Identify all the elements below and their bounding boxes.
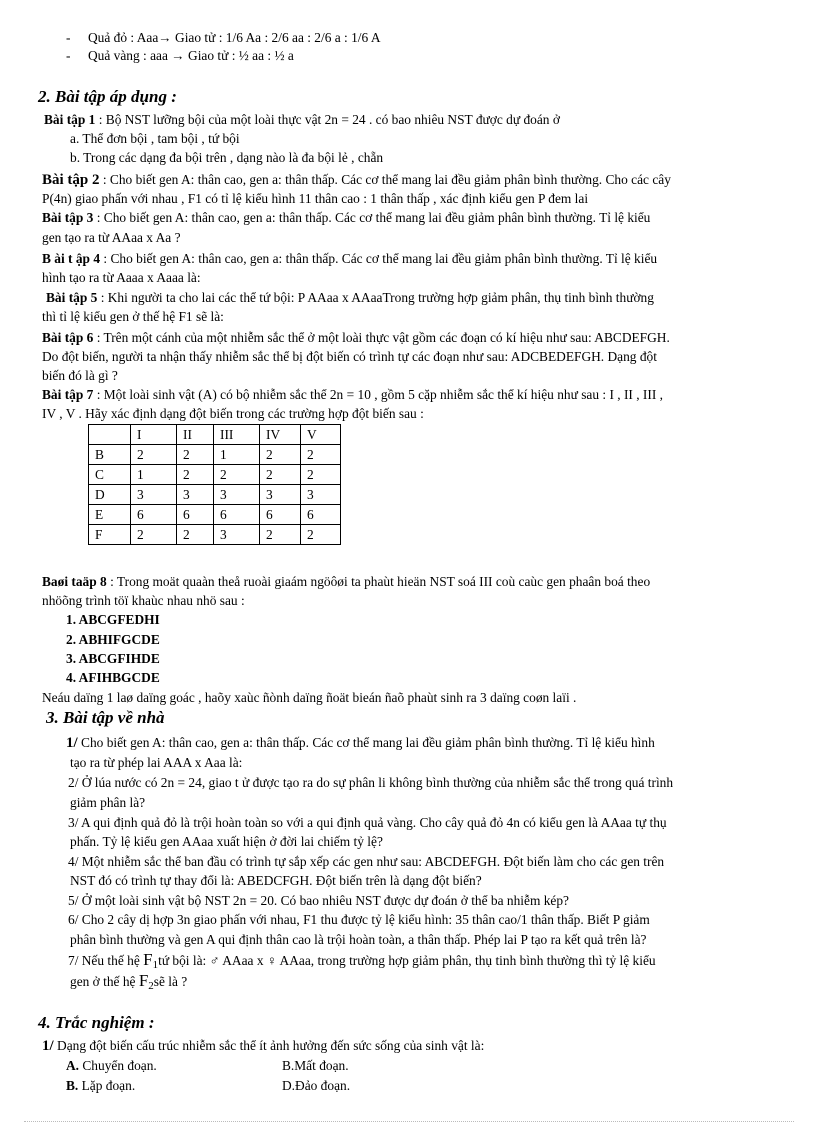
homework-2-line2: giảm phân là? (70, 795, 146, 810)
table-cell: 6 (301, 505, 341, 525)
table-row (89, 445, 341, 465)
table-cell: 6 (131, 505, 177, 525)
table-cell: 2 (177, 465, 214, 485)
table-cell: 3 (214, 525, 260, 545)
text: : Bộ NST lưỡng bội của một loài thực vật 2n = 24 . có bao nhiêu NST được dự đoán ở (95, 112, 560, 127)
table-cell: 1 (131, 465, 177, 485)
table-cell: B (89, 445, 131, 465)
table-cell: 2 (260, 445, 301, 465)
text: gen ở thế hệ (70, 974, 139, 989)
exercise-4 (42, 250, 657, 267)
table-cell: 3 (131, 485, 177, 505)
label: B. (66, 1078, 79, 1093)
text: Dạng đột biến cấu trúc nhiễm sắc thể ít ảnh hưởng đến sức sống của sinh vật là: (53, 1038, 485, 1053)
subscript: 2 (148, 980, 154, 992)
table-cell: 3 (177, 485, 214, 505)
label: B ài t ập 4 (42, 251, 101, 266)
header-cell: V (301, 425, 341, 445)
homework-1-line2: tạo ra từ phép lai AAA x Aaa là: (70, 755, 243, 770)
table-cell: 6 (214, 505, 260, 525)
homework-3-line2: phấn. Tỷ lệ kiểu gen AAaa xuất hiện ở đời lai chiếm tỷ lệ? (70, 834, 383, 849)
table-cell: 3 (260, 485, 301, 505)
homework-3: 3/ A qui định quả đỏ là trội hoàn toàn so với a qui định quả vàng. Cho cây quả đỏ 4n có kiểu gen là AAaa tự thụ (68, 815, 667, 830)
exercise-1 (44, 111, 560, 128)
table-row (89, 485, 341, 505)
f-symbol: F (138, 971, 149, 990)
text: : Cho biết gen A: thân cao, gen a: thân thấp. Các cơ thể mang lai đều giảm phân bình thường. Cho các cây (99, 172, 671, 187)
label: Bài tập 1 (44, 112, 96, 127)
table-cell: 6 (260, 505, 301, 525)
homework-7-line2 (70, 972, 187, 992)
f-symbol: F (143, 950, 153, 969)
text: : Khi người ta cho lai các thể tứ bội: P AAaa x AAaaTrong trường hợp giảm phân, thụ tinh bình thường (97, 290, 654, 305)
table-row (89, 465, 341, 485)
subscript: 1 (152, 959, 159, 971)
bullet-line: - Quả đỏ : Aaa→ Giao tử : 1/6 Aa : 2/6 aa : 2/6 a : 1/6 A (66, 30, 381, 45)
homework-6-line2: phân bình thường và gen A qui định thân cao là trội hoàn toàn, a thân thấp. Phép lai P tạo ra kết quả trên là? (70, 932, 647, 947)
homework-6: 6/ Cho 2 cây dị hợp 3n giao phấn với nhau, F1 thu được tỷ lệ kiểu hình: 35 thân cao/1 thân thấp. Biết P giảm (68, 912, 650, 927)
text: sẽ là ? (153, 974, 188, 989)
exercise-8-line2: nhöõng trình töï khaùc nhau nhö sau : (42, 593, 245, 608)
section-heading: 3. Bài tập về nhà (46, 708, 165, 727)
text: : Cho biết gen A: thân cao, gen a: thân thấp. Các cơ thể mang lai đều giảm phân bình thường. Tỉ lệ kiểu (100, 251, 658, 266)
header-cell (89, 425, 131, 445)
homework-7 (68, 951, 656, 971)
page-bottom-border (24, 1121, 794, 1122)
list-item: 4. AFIHBGCDE (66, 670, 160, 685)
table-cell: 6 (177, 505, 214, 525)
exercise-8-question: Neáu daïng 1 laø daïng goác , haõy xaùc ñònh daïng ñoät bieán ñaõ phaùt sinh ra 3 daïng coøn laïi . (42, 690, 577, 705)
exercise-6-line2: Do đột biến, người ta nhận thấy nhiễm sắc thể bị đột biến có trình tự các đoạn như sau: ADCBEDEFGH. Dạng đột (42, 349, 657, 364)
homework-1 (66, 734, 655, 752)
section-heading: 4. Trắc nghiệm : (38, 1013, 155, 1032)
label: Bài tập 6 (42, 330, 94, 345)
text: : Cho biết gen A: thân cao, gen a: thân thấp. Các cơ thể mang lai đều giảm phân bình thường. Tỉ lệ kiểu (93, 210, 651, 225)
option-c (66, 1077, 135, 1094)
table-cell: 2 (260, 465, 301, 485)
exercise-8 (42, 573, 650, 590)
table-cell: 2 (131, 445, 177, 465)
homework-4: 4/ Một nhiễm sắc thể ban đầu có trình tự sắp xếp các gen như sau: ABCDEFGH. Đột biến làm cho các gen trên (68, 854, 665, 869)
table-cell: 2 (177, 445, 214, 465)
label: Bài tập 5 (46, 290, 98, 305)
number: 1/ (66, 735, 78, 751)
table-cell: C (89, 465, 131, 485)
exercise-6-line3: biến đó là gì ? (42, 368, 118, 383)
label: Baøi taäp 8 (42, 574, 107, 589)
option-a (66, 1057, 157, 1074)
table-cell: E (89, 505, 131, 525)
option-d: D.Đảo đoạn. (282, 1078, 351, 1093)
header-cell: II (177, 425, 214, 445)
exercise-1b: b. Trong các dạng đa bội trên , dạng nào là đa bội lẻ , chẵn (70, 150, 384, 165)
text: Cho biết gen A: thân cao, gen a: thân thấp. Các cơ thể mang lai đều giảm phân bình thường. Tỉ lệ kiểu hình (77, 735, 655, 750)
exercise-6 (42, 329, 670, 346)
table-cell: D (89, 485, 131, 505)
table-header-row (89, 425, 341, 445)
table-cell: 2 (260, 525, 301, 545)
text: : Một loài sinh vật (A) có bộ nhiễm sắc thể 2n = 10 , gồm 5 cặp nhiễm sắc thể kí hiệu như sau : I , II , III , (93, 387, 663, 402)
text: : Trong moät quaàn theå ruoài giaám ngöôøi ta phaùt hieän NST soá III coù caùc gen phaân boá theo (106, 574, 651, 589)
exercise-2-line2: P(4n) giao phấn với nhau , F1 có tỉ lệ kiểu hình 11 thân cao : 1 thân thấp , xác định kiểu gen P đem lai (42, 191, 589, 206)
number: 1/ (42, 1038, 54, 1054)
table-row (89, 525, 341, 545)
exercise-3 (42, 209, 650, 226)
exercise-7 (42, 386, 663, 403)
table-cell: 2 (177, 525, 214, 545)
text: 7/ Nếu thế hệ (68, 953, 144, 968)
text: Quả vàng : aaa → Giao tử : ½ aa : ½ a (88, 48, 294, 63)
exercise-5 (46, 289, 654, 306)
exercise-1a: a. Thể đơn bội , tam bội , tứ bội (70, 131, 240, 146)
bullet-line: - Quả vàng : aaa → Giao tử : ½ aa : ½ a (66, 48, 294, 63)
table-cell: 2 (131, 525, 177, 545)
table-cell: 2 (301, 525, 341, 545)
quiz-question-1 (42, 1037, 484, 1055)
exercise-5-line2: thì tỉ lệ kiểu gen ở thế hệ F1 sẽ là: (42, 309, 224, 324)
table-cell: 3 (301, 485, 341, 505)
list-item: 3. ABCGFIHDE (66, 651, 160, 666)
section-heading: 2. Bài tập áp dụng : (38, 87, 177, 106)
label: A. (66, 1058, 80, 1073)
table-cell: 3 (214, 485, 260, 505)
table-cell: 2 (301, 445, 341, 465)
header-cell: III (214, 425, 260, 445)
text: : Trên một cánh của một nhiễm sắc thể ở một loài thực vật gồm các đoạn có kí hiệu như sau: ABCDEFGH. (93, 330, 670, 345)
table-row (89, 505, 341, 525)
table-cell: 1 (214, 445, 260, 465)
text: Quả đỏ : Aaa→ Giao tử : 1/6 Aa : 2/6 aa : 2/6 a : 1/6 A (88, 30, 381, 45)
exercise-7-line2: IV , V . Hãy xác định dạng đột biến trong các trường hợp đột biến sau : (42, 406, 424, 421)
list-item: 2. ABHIFGCDE (66, 632, 160, 647)
exercise-2 (42, 171, 671, 189)
exercise-4-line2: hình tạo ra từ Aaaa x Aaaa là: (42, 270, 201, 285)
text: Chuyển đoạn. (79, 1058, 157, 1073)
homework-2: 2/ Ở lúa nước có 2n = 24, giao t ử được tạo ra do sự phân li không bình thường của nhiễm sắc thể trong quá trình (68, 775, 674, 790)
option-b: B.Mất đoạn. (282, 1058, 349, 1073)
label: Bài tập 7 (42, 387, 94, 402)
table-cell: F (89, 525, 131, 545)
table-cell: 2 (214, 465, 260, 485)
label: Bài tập 2 (42, 172, 100, 188)
header-cell: I (131, 425, 177, 445)
label: Bài tập 3 (42, 210, 94, 225)
homework-4-line2: NST đó có trình tự thay đổi là: ABEDCFGH. Đột biến trên là dạng đột biến? (70, 873, 482, 888)
chromosome-table (88, 424, 341, 545)
text: tứ bội là: ♂ AAaa x ♀ AAaa, trong trường hợp giảm phân, thụ tinh bình thường thì tỷ lệ kiểu (158, 953, 656, 968)
homework-5: 5/ Ở một loài sinh vật bộ NST 2n = 20. Có bao nhiêu NST được dự đoán ở thể ba nhiễm kép? (68, 893, 570, 908)
exercise-3-line2: gen tạo ra từ AAaa x Aa ? (42, 230, 181, 245)
text: Lặp đoạn. (78, 1078, 136, 1093)
header-cell: IV (260, 425, 301, 445)
list-item: 1. ABCGFEDHI (66, 612, 160, 627)
table-cell: 2 (301, 465, 341, 485)
